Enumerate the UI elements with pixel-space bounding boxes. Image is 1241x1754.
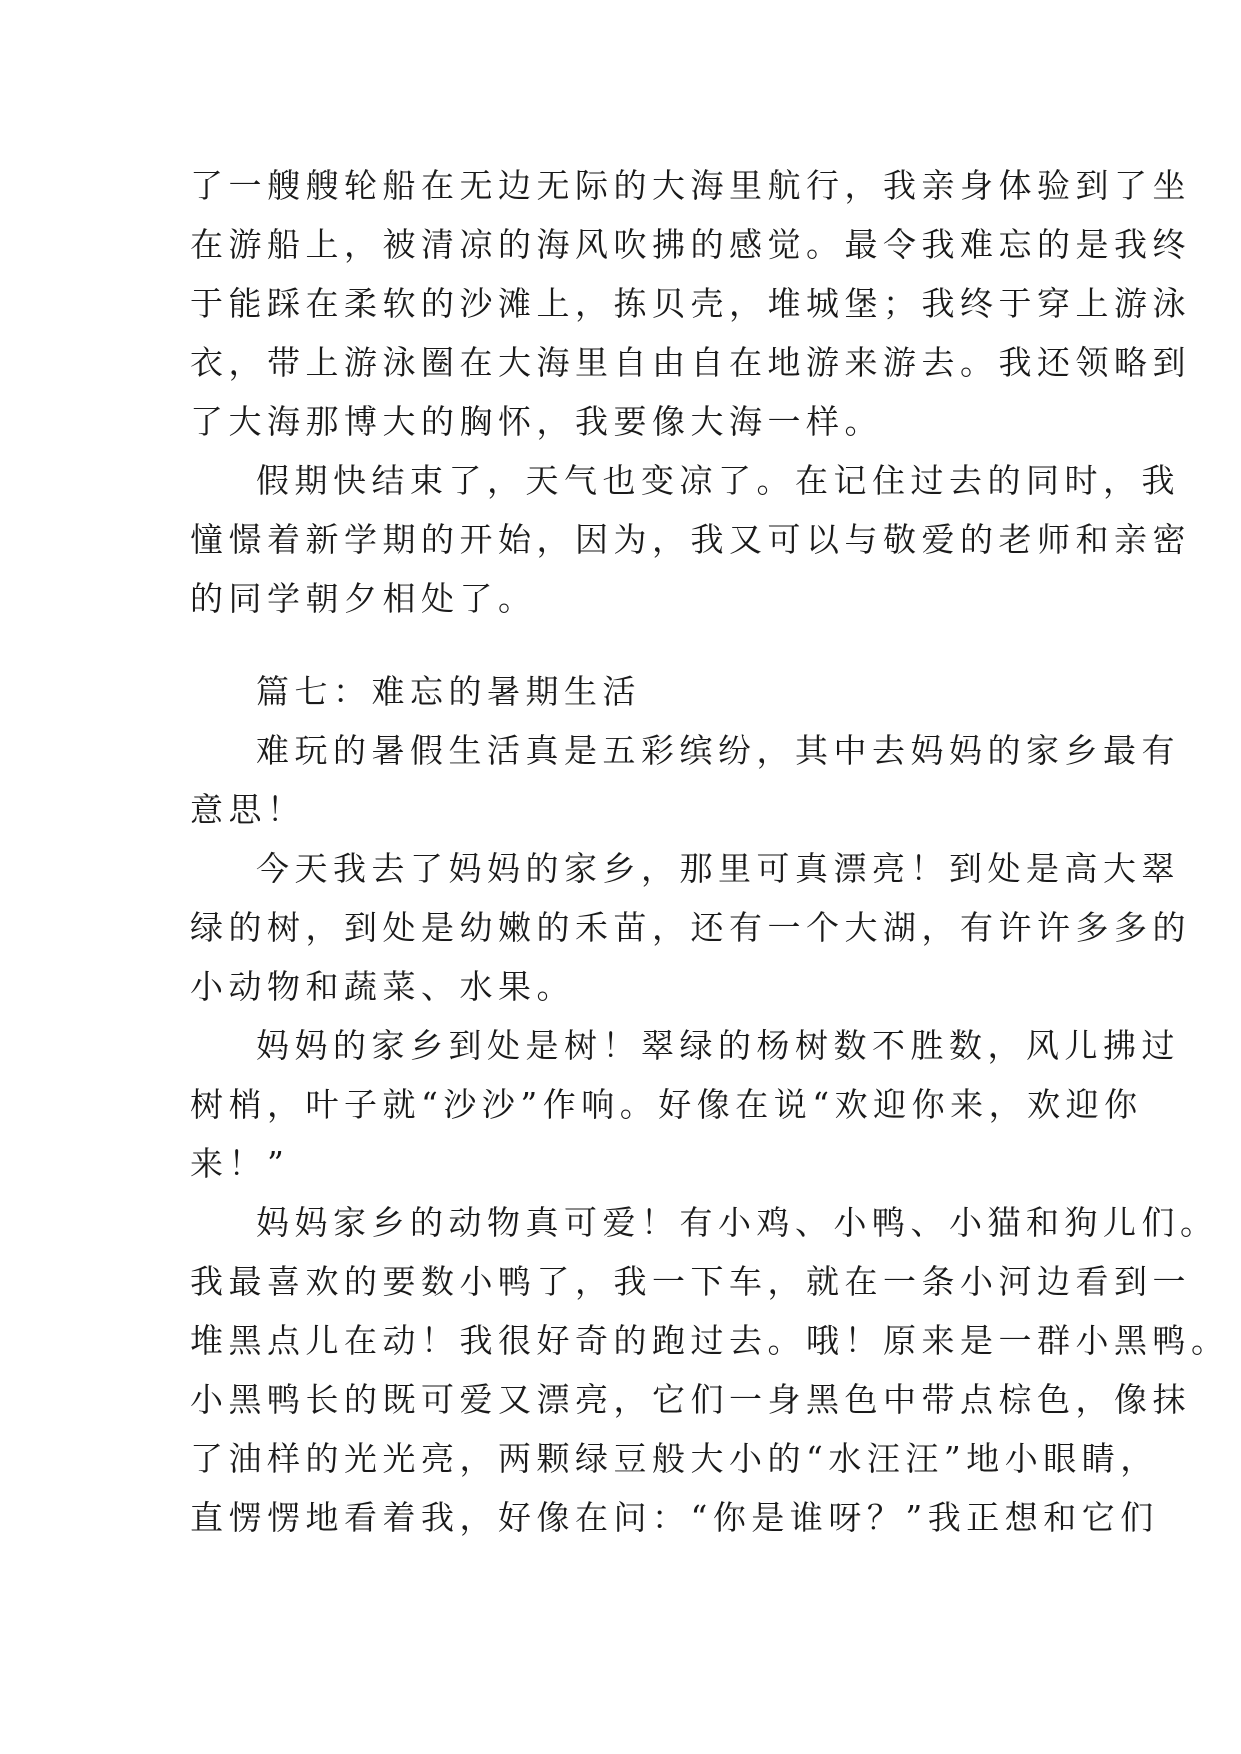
section-paragraph-2 [190, 839, 1191, 1016]
text-line: 在游船上，被清凉的海风吹拂的感觉。最令我难忘的是我终 [190, 225, 1191, 264]
paragraph-1 [190, 156, 1191, 451]
text-line: 小动物和蔬菜、水果。 [190, 967, 575, 1006]
text-line: 直愣愣地看着我，好像在问：“你是谁呀？”我正想和它们 [190, 1498, 1159, 1537]
text-line: 难玩的暑假生活真是五彩缤纷，其中去妈妈的家乡最有 [256, 731, 1180, 770]
text-line: 的同学朝夕相处了。 [190, 579, 537, 618]
paragraph-2 [190, 451, 1191, 628]
section-paragraph-3 [190, 1016, 1180, 1193]
document-page [190, 156, 1230, 1547]
section-spacer [190, 628, 1050, 662]
text-line: 于能踩在柔软的沙滩上，拣贝壳，堆城堡；我终于穿上游泳 [190, 284, 1191, 323]
text-line: 我最喜欢的要数小鸭了，我一下车，就在一条小河边看到一 [190, 1262, 1191, 1301]
section-title: 篇七：难忘的暑期生活 [256, 672, 641, 711]
text-line: 小黑鸭长的既可爱又漂亮，它们一身黑色中带点棕色，像抹 [190, 1380, 1191, 1419]
text-line: 意思！ [190, 790, 306, 829]
section-paragraph-4 [190, 1193, 1230, 1547]
text-line: 树梢，叶子就“沙沙”作响。好像在说“欢迎你来，欢迎你 [190, 1085, 1143, 1124]
text-line: 了油样的光光亮，两颗绿豆般大小的“水汪汪”地小眼睛， [190, 1439, 1159, 1478]
text-line: 妈妈家乡的动物真可爱！有小鸡、小鸭、小猫和狗儿们。 [256, 1203, 1219, 1242]
text-line: 了大海那博大的胸怀，我要像大海一样。 [190, 402, 883, 441]
text-line: 堆黑点儿在动！我很好奇的跑过去。哦！原来是一群小黑鸭。 [190, 1321, 1230, 1360]
text-line: 绿的树，到处是幼嫩的禾苗，还有一个大湖，有许许多多的 [190, 908, 1191, 947]
text-line: 来！” [190, 1144, 290, 1183]
text-line: 今天我去了妈妈的家乡，那里可真漂亮！到处是高大翠 [256, 849, 1180, 888]
text-line: 衣，带上游泳圈在大海里自由自在地游来游去。我还领略到 [190, 343, 1191, 382]
section-paragraph-1 [190, 721, 1180, 839]
text-line: 憧憬着新学期的开始，因为，我又可以与敬爱的老师和亲密 [190, 520, 1191, 559]
text-line: 妈妈的家乡到处是树！翠绿的杨树数不胜数，风儿拂过 [256, 1026, 1180, 1065]
text-line: 假期快结束了，天气也变凉了。在记住过去的同时，我 [256, 461, 1180, 500]
text-line: 了一艘艘轮船在无边无际的大海里航行，我亲身体验到了坐 [190, 166, 1191, 205]
